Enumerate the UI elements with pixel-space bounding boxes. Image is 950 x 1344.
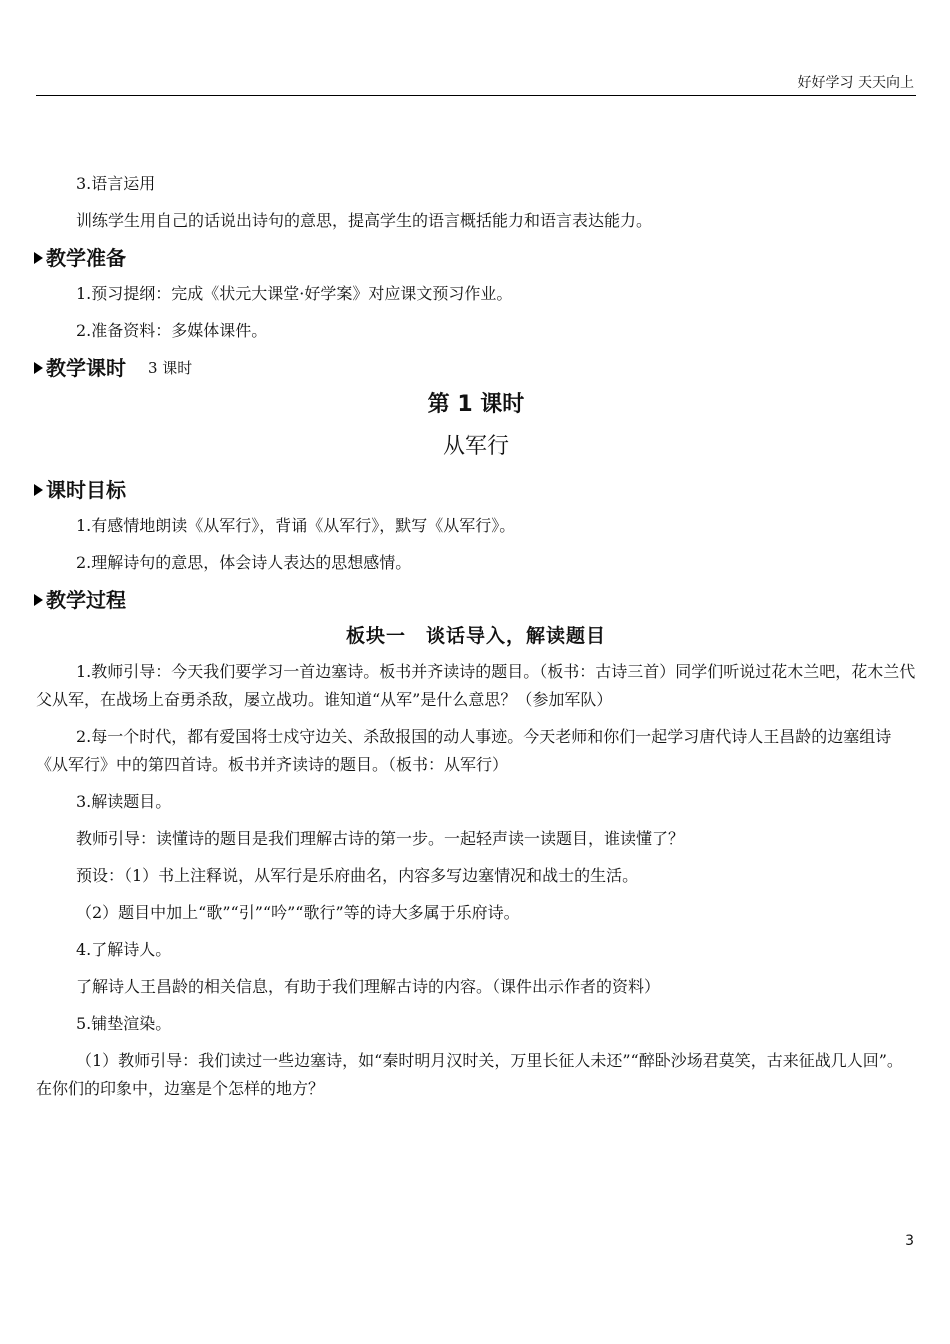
triangle-bullet-icon [34,594,43,606]
hours-value: 3 课时 [148,359,193,377]
paragraph-3a: 教师引导：读懂诗的题目是我们理解古诗的第一步。一起轻声读一读题目，谁读懂了？ [76,829,685,848]
goal-item-2: 2.理解诗句的意思，体会诗人表达的思想感情。 [76,553,412,572]
goal-heading-label: 课时目标 [46,478,126,502]
page-number: 3 [905,1233,914,1249]
lang-use-title: 3.语言运用 [76,174,156,193]
header-divider [36,95,916,96]
paragraph-3b: 预设：（1）书上注释说，从军行是乐府曲名，内容多写边塞情况和战士的生活。 [76,866,639,885]
prep-item-2: 2.准备资料：多媒体课件。 [76,321,268,340]
paragraph-2: 2.每一个时代，都有爱国将士戍守边关、杀敌报国的动人事迹。今天老师和你们一起学习唐代诗人王昌龄的边塞组诗《从军行》中的第四首诗。板书并齐读诗的题目。（板书：从军行） [36,727,892,774]
prep-heading [34,244,916,272]
paragraph-4: 4.了解诗人。 [76,940,172,959]
triangle-bullet-icon [34,484,43,496]
process-heading [34,586,916,614]
hours-heading [34,354,916,382]
triangle-bullet-icon [34,252,43,264]
paragraph-1: 1.教师引导：今天我们要学习一首边塞诗。板书并齐读诗的题目。（板书：古诗三首）同学们听说过花木兰吧，花木兰代父从军，在战场上奋勇杀敌，屡立战功。谁知道“从军”是什么意思？（参加军队） [36,662,916,709]
lesson-title: 第 1 课时 [427,392,525,417]
prep-heading-label: 教学准备 [46,246,126,270]
paragraph-3: 3.解读题目。 [76,792,172,811]
prep-item-1: 1.预习提纲：完成《状元大课堂·好学案》对应课文预习作业。 [76,284,513,303]
paragraph-5: 5.铺垫渲染。 [76,1014,172,1033]
document-body [36,170,916,1112]
goal-item-1: 1.有感情地朗读《从军行》，背诵《从军行》，默写《从军行》。 [76,516,516,535]
page-header-text: 好好学习 天天向上 [797,75,914,91]
section1-title: 板块一 谈话导入，解读题目 [345,625,606,647]
poem-title: 从军行 [442,434,509,459]
paragraph-4a: 了解诗人王昌龄的相关信息，有助于我们理解古诗的内容。（课件出示作者的资料） [76,977,661,996]
process-heading-label: 教学过程 [46,588,126,612]
lang-use-text: 训练学生用自己的话说出诗句的意思，提高学生的语言概括能力和语言表达能力。 [76,211,653,230]
triangle-bullet-icon [34,362,43,374]
paragraph-5a: （1）教师引导：我们读过一些边塞诗，如“秦时明月汉时关，万里长征人未还”“醉卧沙场君莫笑，古来征战几人回”。在你们的印象中，边塞是个怎样的地方？ [36,1051,903,1098]
hours-heading-label: 教学课时 [46,356,126,380]
goal-heading [34,476,916,504]
paragraph-3c: （2）题目中加上“歌”“引”“吟”“歌行”等的诗大多属于乐府诗。 [76,903,520,922]
